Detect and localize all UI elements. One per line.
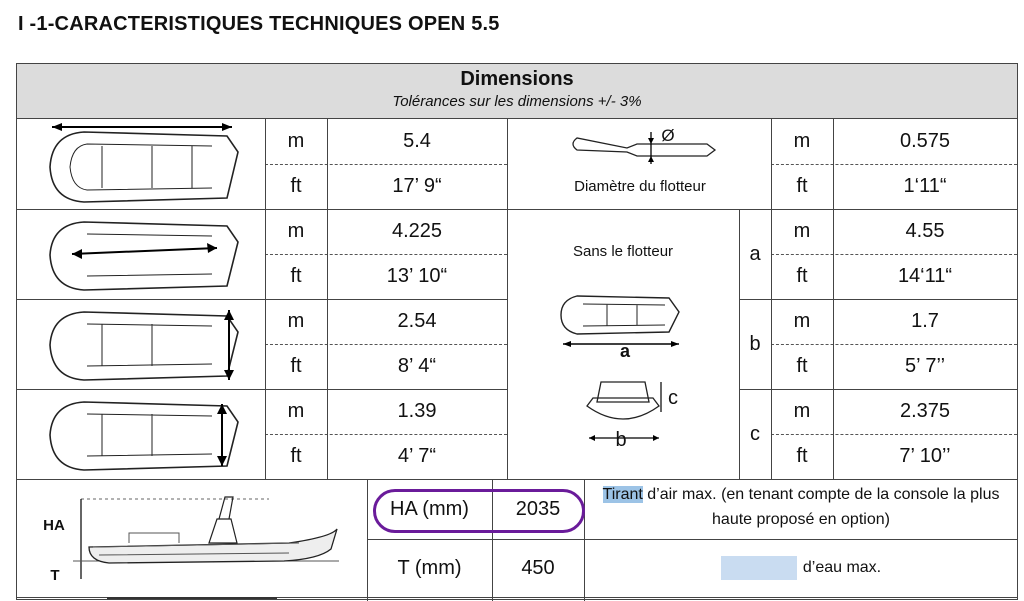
float-diameter-diagram [567,128,717,168]
boat-inner-width-diagram [42,394,242,476]
row3-unit-m: m [287,310,305,332]
row2-value-ft: 13’ 10“ [386,265,448,287]
b-unit-m: m [793,310,811,332]
c-value-ft: 7’ 10’’ [899,445,951,467]
t-description-highlight [721,556,797,580]
a-unit-m: m [793,220,811,242]
boat-inner-length-diagram [42,214,242,296]
boat-side-diagram [69,489,349,584]
diagram-label-c: c [668,386,678,409]
row1-value-ft: 17’ 9“ [392,175,442,197]
row4-unit-m: m [287,400,305,422]
float-unit-ft: ft [796,175,808,197]
b-value-ft: 5’ 7’’ [904,355,946,377]
label-c: c [750,422,760,445]
row2-unit-ft: ft [290,265,302,287]
boat-width-diagram [42,304,242,386]
float-value-ft: 1‘11“ [903,175,947,197]
row1-unit-m: m [287,130,305,152]
row4-unit-ft: ft [290,445,302,467]
t-label: T (mm) [397,556,462,579]
b-value-m: 1.7 [911,310,939,332]
ha-description-highlight: Tirant [602,486,643,503]
float-caption: Diamètre du flotteur [574,177,706,195]
c-value-m: 2.375 [899,400,951,422]
ha-annotation-oval [373,489,585,533]
row1-value-m: 5.4 [403,130,431,152]
label-b: b [749,332,761,355]
spec-table [16,63,1018,600]
row3-value-ft: 8’ 4“ [397,355,437,377]
a-unit-ft: ft [796,265,808,287]
ha-label: HA (mm) [390,497,469,520]
row3-value-m: 2.54 [397,310,437,332]
label-a: a [749,242,761,265]
side-label-t: T [50,566,60,584]
page-title: I -1-CARACTERISTIQUES TECHNIQUES OPEN 5.5 [18,13,500,35]
float-unit-m: m [793,130,811,152]
row4-value-ft: 4’ 7“ [397,445,437,467]
a-value-m: 4.55 [905,220,945,242]
row3-unit-ft: ft [290,355,302,377]
row2-unit-m: m [287,220,305,242]
side-label-ha: HA [43,516,65,534]
ha-description-text: d’air max. (en tenant compte de la console la plus haute proposé en option) [642,486,1000,528]
row4-value-m: 1.39 [397,400,437,422]
float-value-m: 0.575 [899,130,951,152]
a-value-ft: 14‘11“ [897,265,953,287]
diagram-label-a: a [619,340,630,361]
row2-value-m: 4.225 [391,220,443,242]
ha-value: 2035 [515,497,561,520]
header-title: Dimensions [460,68,574,90]
t-description [587,539,1015,597]
t-value: 450 [521,556,555,579]
ha-description [587,482,1015,538]
c-unit-ft: ft [796,445,808,467]
row1-unit-ft: ft [290,175,302,197]
c-unit-m: m [793,400,811,422]
t-description-text: d’eau max. [802,559,882,576]
diagram-label-b: b [615,428,627,451]
header-subtitle: Tolérances sur les dimensions +/- 3% [392,93,642,110]
diameter-symbol: Ø [661,126,675,145]
b-unit-ft: ft [796,355,808,377]
table-header [17,64,1017,119]
sans-flotteur-caption: Sans le flotteur [572,242,674,260]
boat-length-diagram [42,122,242,208]
